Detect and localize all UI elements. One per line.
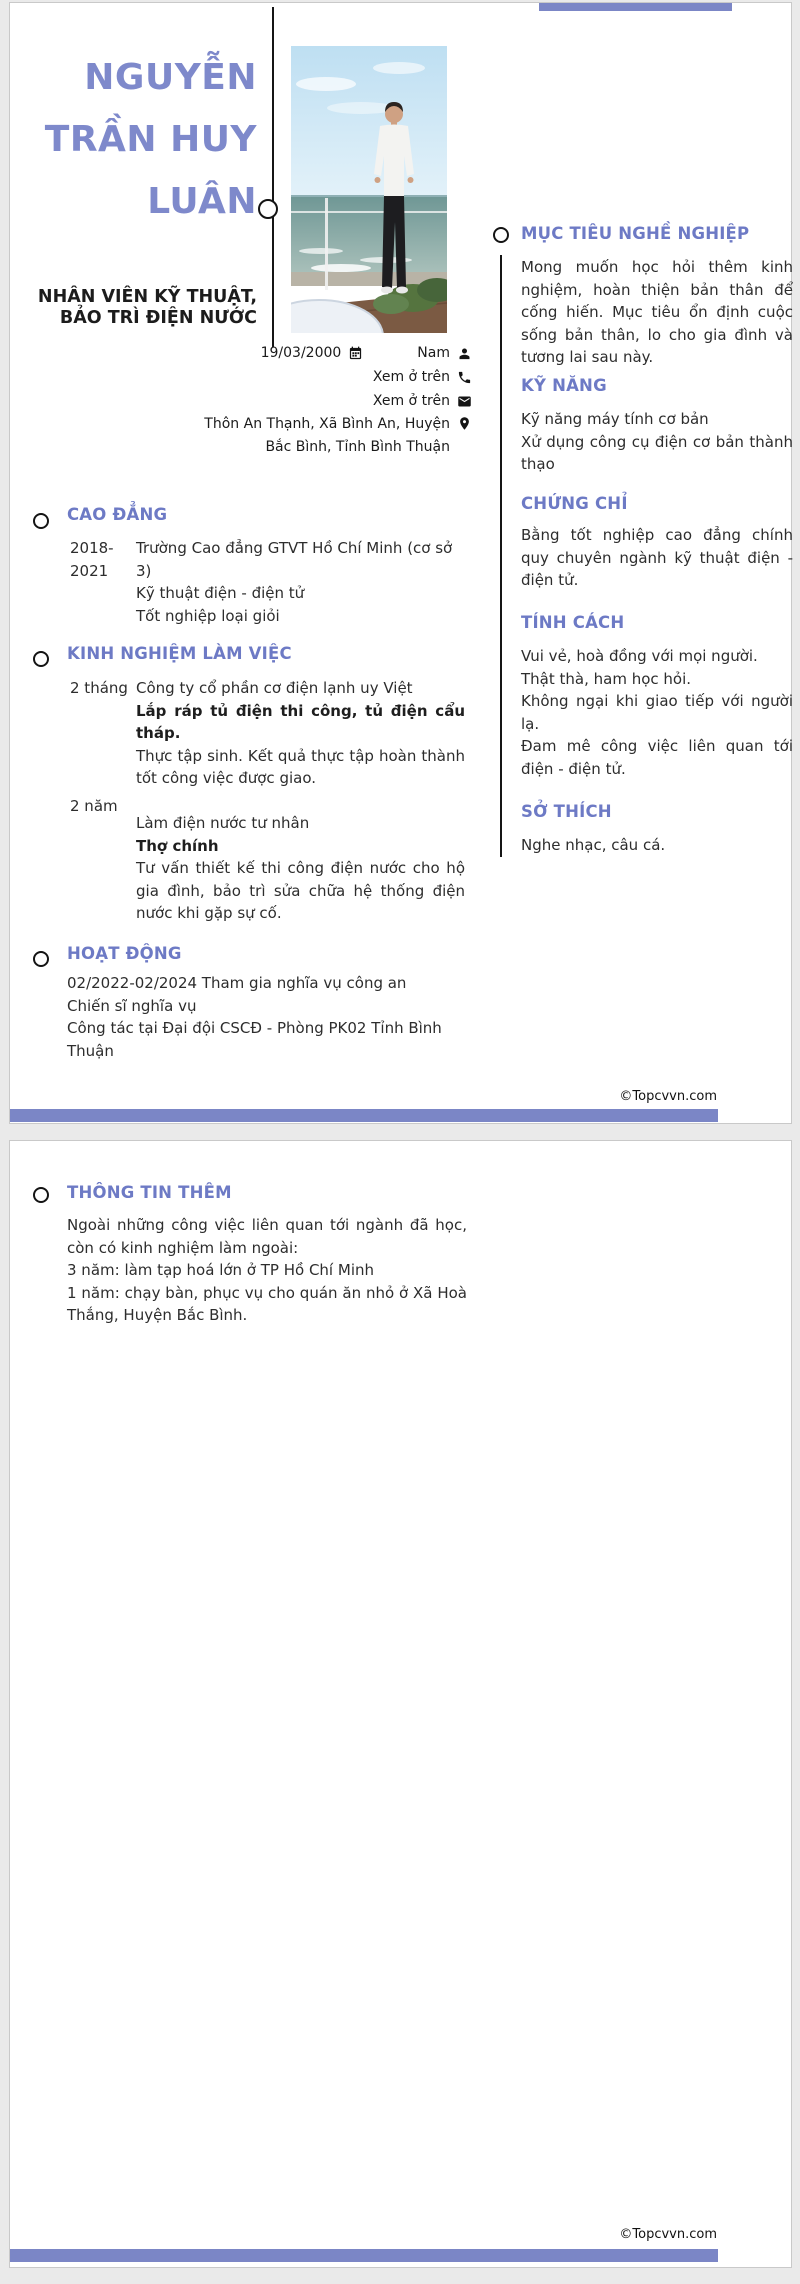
name-line: NGUYỄN <box>84 57 257 98</box>
job-title-line: NHÂN VIÊN KỸ THUẬT, <box>37 287 257 307</box>
location-pin-icon <box>457 416 472 431</box>
address-value: Thôn An Thạnh, Xã Bình An, Huyện Bắc Bình, Tỉnh Bình Thuận <box>204 416 450 455</box>
additional-line: Ngoài những công việc liên quan tới ngành đã học, còn có kinh nghiệm làm ngoài: <box>67 1216 467 1257</box>
personality-line: Thật thà, ham học hỏi. <box>521 669 692 688</box>
education-major: Kỹ thuật điện - điện tử <box>136 584 305 603</box>
education-entry <box>70 537 465 627</box>
activities-heading: HOẠT ĐỘNG <box>67 944 182 963</box>
objective-heading: MỤC TIÊU NGHỀ NGHIỆP <box>521 224 750 243</box>
right-column-timeline <box>500 255 502 857</box>
contact-row-email <box>200 389 472 413</box>
activity-line: Công tác tại Đại đội CSCĐ - Phòng PK02 Tỉnh Bình Thuận <box>67 1019 442 1060</box>
personality-line: Vui vẻ, hoà đồng với mọi người. <box>521 647 758 665</box>
personality-content <box>521 645 793 781</box>
additional-line: 1 năm: chạy bàn, phục vụ cho quán ăn nhỏ ở Xã Hoà Thắng, Huyện Bắc Bình. <box>67 1283 467 1325</box>
activity-line: Chiến sĩ nghĩa vụ <box>67 996 197 1015</box>
job-role: Thợ chính <box>136 836 219 855</box>
gender-value: Nam <box>417 345 450 361</box>
job-company: Làm điện nước tư nhân <box>136 814 310 832</box>
accent-bar-bottom <box>10 2249 718 2262</box>
education-result: Tốt nghiệp loại giỏi <box>136 606 280 625</box>
skill-line: Kỹ năng máy tính cơ bản <box>521 410 709 428</box>
name-line: LUÂN <box>147 181 257 222</box>
contact-row-address <box>200 413 472 459</box>
additional-heading: THÔNG TIN THÊM <box>67 1183 232 1202</box>
skills-heading: KỸ NĂNG <box>521 376 607 395</box>
name-line: TRẦN HUY <box>44 119 257 160</box>
certificates-heading: CHỨNG CHỈ <box>521 494 628 513</box>
divider-line <box>272 7 274 347</box>
job-role: Lắp ráp tủ điện thi công, tủ điện cẩu tháp. <box>136 701 465 743</box>
job-title <box>20 287 257 329</box>
phone-value: Xem ở trên <box>372 369 450 385</box>
email-value: Xem ở trên <box>372 393 450 409</box>
cv-page-1 <box>9 2 792 1124</box>
activities-content <box>67 972 466 1062</box>
additional-line: 3 năm: làm tạp hoá lớn ở TP Hồ Chí Minh <box>67 1261 374 1280</box>
certificates-body: Bằng tốt nghiệp cao đẳng chính quy chuyên ngành kỹ thuật điện - điện tử. <box>521 526 793 590</box>
experience-heading: KINH NGHIỆM LÀM VIỆC <box>67 644 292 663</box>
job-duration: 2 tháng <box>70 679 128 697</box>
timeline-dot-objective <box>493 227 509 243</box>
job-duration: 2 năm <box>70 797 118 815</box>
activity-line: 02/2022-02/2024 Tham gia nghĩa vụ công an <box>67 974 407 992</box>
hobbies-heading: SỞ THÍCH <box>521 802 612 821</box>
contact-row-phone <box>200 365 472 389</box>
profile-photo <box>291 46 447 333</box>
job-description: Thực tập sinh. Kết quả thực tập hoàn thành tốt công việc được giao. <box>136 746 465 788</box>
skills-content <box>521 408 793 476</box>
timeline-dot-additional <box>33 1187 49 1203</box>
person-icon <box>457 346 472 361</box>
education-period: 2018-2021 <box>70 539 114 580</box>
education-school: Trường Cao đẳng GTVT Hồ Chí Minh (cơ sở 3) <box>136 539 453 580</box>
skill-line: Xử dụng công cụ điện cơ bản thành thạo <box>521 432 793 474</box>
job-company: Công ty cổ phần cơ điện lạnh uy Việt <box>136 679 413 697</box>
objective-body: Mong muốn học hỏi thêm kinh nghiệm, hoàn thiện bản thân để cống hiến. Mục tiêu ổn định cuộc sống bản thân, lo cho gia đình và tương lai sau này. <box>521 258 793 367</box>
calendar-icon <box>348 346 363 361</box>
candidate-name <box>20 47 257 233</box>
personality-line: Không ngại khi giao tiếp với người lạ. <box>521 692 793 733</box>
experience-job <box>70 795 465 925</box>
timeline-dot-activities <box>33 951 49 967</box>
timeline-dot-education <box>33 513 49 529</box>
experience-job <box>70 677 465 790</box>
divider-circle <box>258 199 278 219</box>
watermark: ©Topcvvn.com <box>619 1089 717 1104</box>
accent-bar-top <box>539 3 732 11</box>
education-heading: CAO ĐẲNG <box>67 505 168 524</box>
phone-icon <box>457 370 472 385</box>
personality-line: Đam mê công việc liên quan tới điện - điện tử. <box>521 737 793 778</box>
accent-bar-bottom <box>10 1109 718 1122</box>
dob-value: 19/03/2000 <box>260 345 342 361</box>
cv-page-2 <box>9 1140 792 2268</box>
additional-content <box>67 1214 467 1327</box>
timeline-dot-experience <box>33 651 49 667</box>
hobbies-body: Nghe nhạc, câu cá. <box>521 836 666 854</box>
mail-icon <box>457 394 472 409</box>
watermark: ©Topcvvn.com <box>619 2227 717 2242</box>
job-title-line: BẢO TRÌ ĐIỆN NƯỚC <box>59 308 257 328</box>
personality-heading: TÍNH CÁCH <box>521 613 625 632</box>
job-description: Tư vấn thiết kế thi công điện nước cho hộ gia đình, bảo trì sửa chữa hệ thống điện nước khi gặp sự cố. <box>136 859 465 923</box>
contact-block <box>200 341 472 459</box>
contact-row-dob-gender <box>200 341 472 365</box>
